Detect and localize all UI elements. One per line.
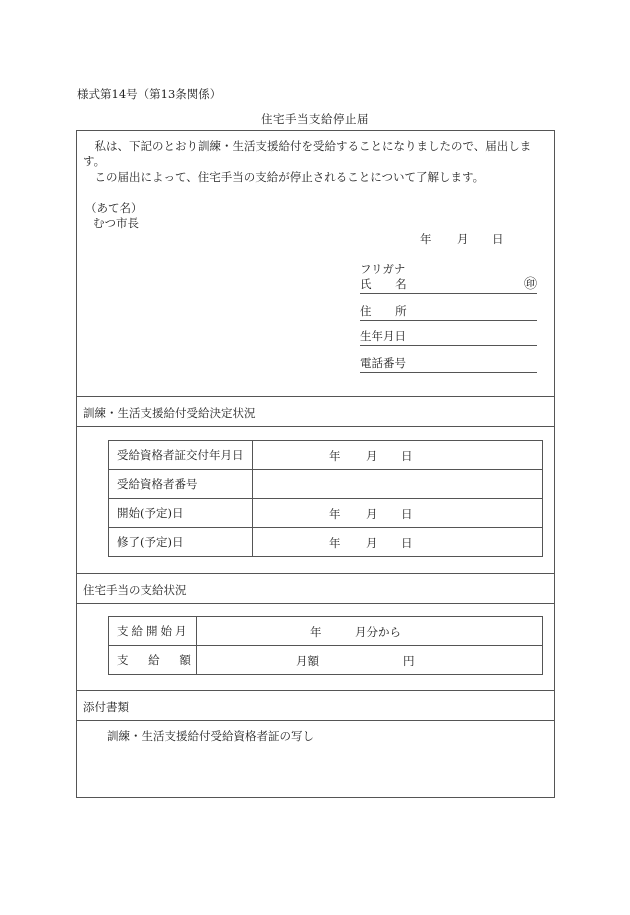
table-row (109, 528, 543, 557)
issue-date-field[interactable] (253, 441, 543, 470)
declaration-paragraph-2: この届出によって、住宅手当の支給が停止されることについて了解します。 (94, 170, 485, 184)
row-label: 受給資格者証交付年月日 (109, 441, 253, 470)
date-month: 月 (457, 232, 469, 246)
year-label: 年 (329, 536, 341, 550)
section-training-heading: 訓練・生活支援給付受給決定状況 (83, 406, 256, 420)
name-label-2: 名 (395, 277, 407, 291)
date-day: 日 (492, 232, 504, 246)
form-id: 様式第14号（第13条関係） (77, 87, 222, 101)
row-label: 受給資格者番号 (109, 470, 253, 499)
amount-label-2: 給 (148, 653, 160, 667)
yen-label: 円 (403, 654, 415, 668)
seal-icon: ㊞ (523, 277, 537, 292)
amount-label-1: 支 (117, 653, 129, 667)
divider (77, 603, 554, 604)
amount-field[interactable] (197, 646, 543, 675)
year-label: 年 (329, 449, 341, 463)
declaration-paragraph-1: 私は、下記のとおり訓練・生活支援給付を受給することになりましたので、届出します。 (83, 139, 532, 168)
birthdate-label: 生年月日 (360, 329, 406, 343)
year-label: 年 (310, 625, 322, 639)
day-label: 日 (401, 449, 413, 463)
table-row (109, 617, 543, 646)
address-field[interactable] (360, 304, 537, 321)
month-label: 月 (366, 449, 378, 463)
row-label: 開始(予定)日 (109, 499, 253, 528)
monthly-label: 月額 (296, 654, 319, 668)
birthdate-field[interactable] (360, 329, 537, 346)
page-title: 住宅手当支給停止届 (261, 112, 369, 126)
table-row (109, 646, 543, 675)
recipient-number-field[interactable] (253, 470, 543, 499)
divider (77, 720, 554, 721)
furigana-label: フリガナ (360, 262, 406, 276)
attachment-item: 訓練・生活支援給付受給資格者証の写し (107, 729, 314, 743)
table-row (109, 470, 543, 499)
end-date-field[interactable] (253, 528, 543, 557)
name-label-1: 氏 (360, 277, 372, 291)
divider (77, 396, 554, 397)
table-row (109, 499, 543, 528)
month-label: 月 (366, 507, 378, 521)
phone-label: 電話番号 (360, 356, 406, 370)
amount-label-3: 額 (179, 653, 191, 667)
start-month-field[interactable] (197, 617, 543, 646)
housing-table (108, 616, 543, 675)
address-label-2: 所 (395, 304, 407, 318)
addressee-name: むつ市長 (93, 216, 139, 230)
month-label: 月 (366, 536, 378, 550)
training-table (108, 440, 543, 557)
divider (77, 426, 554, 427)
day-label: 日 (401, 507, 413, 521)
start-date-field[interactable] (253, 499, 543, 528)
divider (77, 690, 554, 691)
form-box (76, 130, 555, 798)
name-field[interactable] (360, 277, 537, 294)
year-label: 年 (329, 507, 341, 521)
section-housing-heading: 住宅手当の支給状況 (83, 583, 187, 597)
table-row (109, 441, 543, 470)
row-label: 支給開始月 (109, 617, 197, 646)
phone-field[interactable] (360, 356, 537, 373)
address-label-1: 住 (360, 304, 372, 318)
divider (77, 573, 554, 574)
addressee-label: （あて名） (85, 201, 143, 215)
date-year: 年 (420, 232, 432, 246)
day-label: 日 (401, 536, 413, 550)
section-attachments-heading: 添付書類 (83, 700, 129, 714)
month-from-label: 月分から (355, 625, 401, 639)
row-label: 修了(予定)日 (109, 528, 253, 557)
addressee (85, 201, 143, 231)
row-label (109, 646, 197, 675)
